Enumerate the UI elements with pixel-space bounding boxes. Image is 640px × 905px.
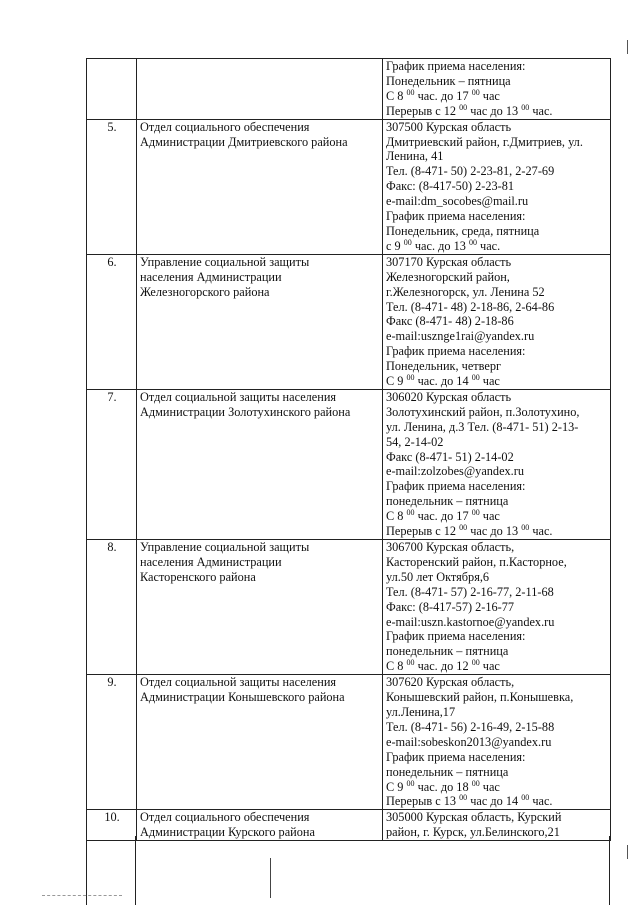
contact-line: понедельник – пятница (386, 764, 509, 779)
contact-line: e-mail:dm_socobes@mail.ru (386, 194, 529, 209)
row-number: 5. (87, 119, 137, 254)
table-border-continuation (609, 836, 610, 905)
organization-name-line: Железногорского района (140, 284, 270, 299)
contact-line: С 9 $^{00}$ час. до 18 $^{00}$ час (386, 779, 500, 794)
contact-line: e-mail:uszn.kastornoe@yandex.ru (386, 614, 555, 629)
contact-line: Ленина, 41 (386, 149, 444, 164)
contact-line: Понедельник, четверг (386, 359, 502, 374)
table-border-continuation (135, 836, 136, 905)
contact-line: С 8 $^{00}$ час. до 17 $^{00}$ час (386, 88, 500, 103)
contact-cell (383, 254, 611, 389)
organization-name-line: Отдел социальной защиты населения (140, 389, 337, 404)
contact-line: С 8 $^{00}$ час. до 17 $^{00}$ час (386, 509, 500, 524)
organization-name-line: Отдел социального обеспечения (140, 810, 310, 825)
contact-line: Золотухинский район, п.Золотухино, (386, 404, 580, 419)
contact-cell (383, 119, 611, 254)
contact-line: График приема населения: (386, 749, 526, 764)
contact-line: Понедельник – пятница (386, 73, 511, 88)
organization-name-line: Отдел социальной защиты населения (140, 675, 337, 690)
row-number: 7. (87, 389, 137, 539)
organization-cell (137, 59, 383, 120)
contact-line: Факс: (8-417-57) 2-16-77 (386, 599, 515, 614)
contact-line: 307500 Курская область (386, 119, 512, 134)
contact-line: Тел. (8-471- 48) 2-18-86, 2-64-86 (386, 299, 555, 314)
table-body (87, 59, 611, 841)
contact-line: Факс (8-471- 48) 2-18-86 (386, 314, 514, 329)
contact-line: Перерыв с 12 $^{00}$ час до 13 $^{00}$ час. (386, 103, 553, 118)
organization-name-line: Управление социальной защиты (140, 254, 310, 269)
contact-line: График приема населения: (386, 479, 526, 494)
table-row (87, 119, 611, 254)
row-number: 9. (87, 675, 137, 810)
scan-artifact-dash (42, 895, 122, 897)
social-protection-table (86, 58, 611, 841)
organization-cell (137, 254, 383, 389)
contact-line: 307170 Курская область (386, 254, 512, 269)
contact-line: Перерыв с 13 $^{00}$ час до 14 $^{00}$ час. (386, 794, 553, 809)
contact-line: 54, 2-14-02 (386, 434, 444, 449)
contact-line: Дмитриевский район, г.Дмитриев, ул. (386, 134, 583, 149)
contact-line: ул.50 лет Октября,6 (386, 569, 490, 584)
organization-name-line: населения Администрации (140, 269, 282, 284)
organization-cell (137, 810, 383, 841)
contact-line: г.Железногорск, ул. Ленина 52 (386, 284, 545, 299)
contact-line: Касторенский район, п.Касторное, (386, 554, 567, 569)
scan-artifact-line (270, 858, 271, 898)
contact-line: e-mail:usznge1rai@yandex.ru (386, 329, 535, 344)
table-row (87, 810, 611, 841)
contact-line: ул. Ленина, д.3 Тел. (8-471- 51) 2-13- (386, 419, 579, 434)
contact-cell (383, 675, 611, 810)
contact-cell (383, 59, 611, 120)
row-number (87, 59, 137, 120)
contact-cell (383, 810, 611, 841)
contact-line: Тел. (8-471- 50) 2-23-81, 2-27-69 (386, 164, 555, 179)
organization-name-line: Касторенского района (140, 569, 256, 584)
contact-cell (383, 540, 611, 675)
organization-name-line: Администрации Золотухинского района (140, 404, 351, 419)
contact-line: понедельник – пятница (386, 494, 509, 509)
row-number: 10. (87, 810, 137, 841)
organization-name-line: Отдел социального обеспечения (140, 119, 310, 134)
contact-line: понедельник – пятница (386, 644, 509, 659)
organization-name-line: населения Администрации (140, 554, 282, 569)
contact-line: Факс: (8-417-50) 2-23-81 (386, 179, 515, 194)
row-number: 6. (87, 254, 137, 389)
contact-line: Конышевский район, п.Конышевка, (386, 690, 574, 705)
contact-line: с 9 $^{00}$ час. до 13 $^{00}$ час. (386, 238, 501, 253)
contact-line: Понедельник, среда, пятница (386, 223, 540, 238)
table-row (87, 540, 611, 675)
scan-edge-mark (627, 845, 628, 859)
table-row (87, 254, 611, 389)
contact-line: ул.Ленина,17 (386, 704, 456, 719)
contact-line: График приема населения: (386, 209, 526, 224)
contact-line: 306700 Курская область, (386, 540, 515, 554)
contact-line: График приема населения: (386, 59, 526, 73)
contact-line: Тел. (8-471- 57) 2-16-77, 2-11-68 (386, 584, 554, 599)
contact-cell (383, 389, 611, 539)
organization-cell (137, 389, 383, 539)
contact-line: Перерыв с 12 $^{00}$ час до 13 $^{00}$ час. (386, 524, 553, 539)
contact-line: С 9 $^{00}$ час. до 14 $^{00}$ час (386, 374, 500, 389)
contact-line: район, г. Курск, ул.Белинского,21 (386, 825, 560, 840)
organization-name-line: Администрации Курского района (140, 825, 315, 840)
organization-cell (137, 675, 383, 810)
table-row (87, 389, 611, 539)
contact-line: e-mail:zolzobes@yandex.ru (386, 464, 524, 479)
organization-name-line: Управление социальной защиты (140, 540, 310, 554)
organization-cell (137, 540, 383, 675)
contact-line: Тел. (8-471- 56) 2-16-49, 2-15-88 (386, 719, 555, 734)
contact-line: e-mail:sobeskon2013@yandex.ru (386, 734, 552, 749)
contact-line: График приема населения: (386, 344, 526, 359)
contact-line: 307620 Курская область, (386, 675, 515, 690)
contact-line: Факс (8-471- 51) 2-14-02 (386, 449, 514, 464)
contact-line: С 8 $^{00}$ час. до 12 $^{00}$ час (386, 659, 500, 674)
organization-cell (137, 119, 383, 254)
row-number: 8. (87, 540, 137, 675)
organization-name-line: Администрации Дмитриевского района (140, 134, 348, 149)
contact-line: График приема населения: (386, 629, 526, 644)
contact-line: 305000 Курская область, Курский (386, 810, 562, 825)
organization-name-line: Администрации Конышевского района (140, 690, 345, 705)
table-row (87, 59, 611, 120)
contact-line: Железногорский район, (386, 269, 510, 284)
table-row (87, 675, 611, 810)
contact-line: 306020 Курская область (386, 389, 512, 404)
scan-edge-mark (627, 40, 628, 54)
